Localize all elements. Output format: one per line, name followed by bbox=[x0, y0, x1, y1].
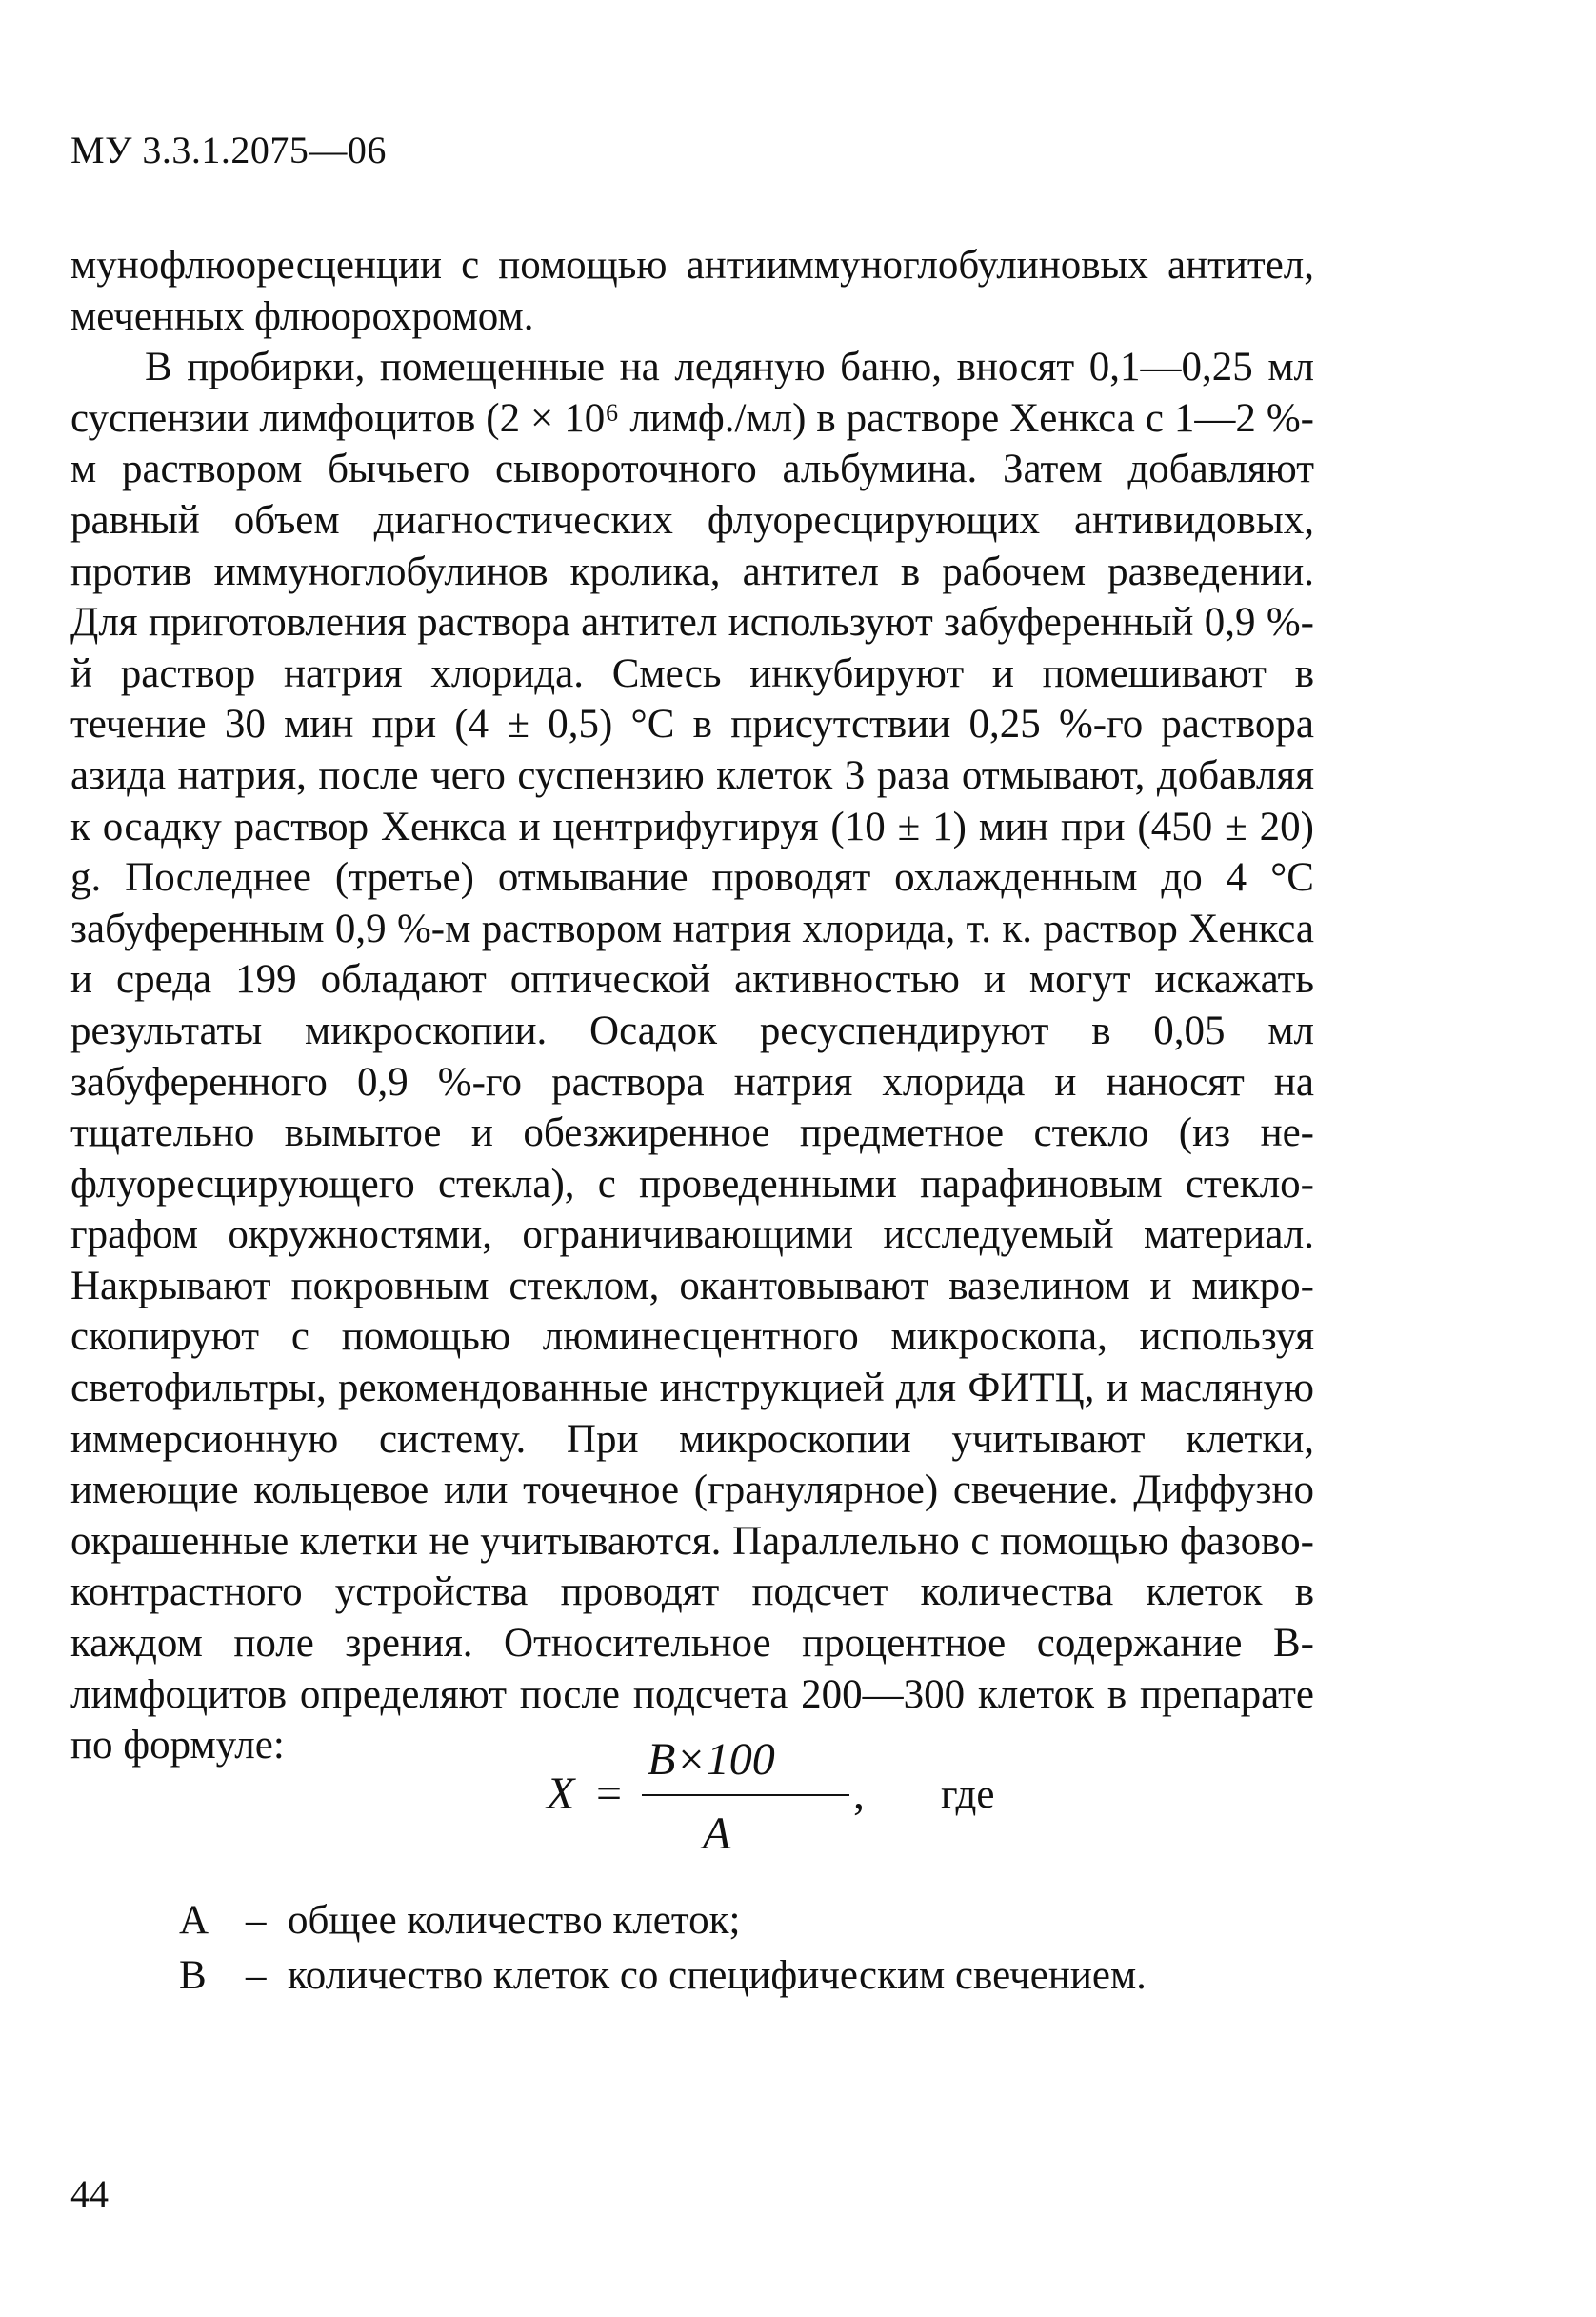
legend-dash: – bbox=[246, 1898, 267, 1943]
page-number: 44 bbox=[70, 2172, 109, 2215]
formula-lhs: X bbox=[547, 1768, 575, 1819]
legend-row bbox=[179, 1948, 1147, 2004]
formula-denominator: A bbox=[703, 1808, 731, 1859]
legend-text: количество клеток со специфическим свечением. bbox=[288, 1953, 1147, 1998]
formula-comma: , bbox=[853, 1768, 865, 1819]
legend-symbol: А bbox=[179, 1898, 209, 1943]
paragraph-main: В пробирки, помещенные на ледяную баню, вносят 0,1—0,25 мл суспензии лимфоцитов (2 × 10⁶ лимф./мл) в растворе Хенкса с 1—2 %-м раствором бычьего сывороточного альбумина. Затем добавляют равный объем диагностических флуоресцирующих антивидовых, против иммуноглобулинов кролика, антител в рабочем разведении. Для приготовления раствора антител используют забуференный 0,9 %-й раствор натрия хлорида. Смесь инкубируют и помешивают в течение 30 мин при (4 ± 0,5) °С в присутствии 0,25 %-го раствора азида натрия, после чего суспензию клеток 3 раза отмывают, добавляя к осадку раствор Хенкса и центрифугируя (10 ± 1) мин при (450 ± 20) g. Последнее (третье) отмывание проводят охлажденным до 4 °С забуференным 0,9 %-м раствором натрия хлорида, т. к. раствор Хенкса и среда 199 обладают оптической активностью и могут искажать результаты микроскопии. Осадок ресуспендируют в 0,05 мл забуференного 0,9 %-го раствора натрия хлорида и наносят на тщательно вымытое и обезжиренное предметное стекло (из нефлуоресцирующего стекла), с проведенными парафиновым стеклографом окружностями, ограничивающими исследуемый материал. Накрывают покровным стеклом, окантовывают вазелином и микроскопируют с помощью люминесцентного микроскопа, используя светофильтры, рекомендованные инструкцией для ФИТЦ, и масляную иммерсионную систему. При микроскопии учитывают клетки, имеющие кольцевое или точечное (гранулярное) свечение. Диффузно окрашенные клетки не учитываются. Параллельно с помощью фазово-контрастного устройства проводят подсчет количества клеток в каждом поле зрения. Относительное процентное содержание В-лимфоцитов определяют после подсчета 200—300 клеток в препарате по формуле: bbox=[70, 345, 1314, 1768]
formula bbox=[543, 1733, 1076, 1876]
body-text bbox=[70, 240, 1314, 1771]
formula-legend bbox=[179, 1893, 1147, 2004]
formula-where: где bbox=[941, 1772, 995, 1817]
legend-dash: – bbox=[246, 1953, 267, 1998]
legend-text: общее количество клеток; bbox=[288, 1898, 741, 1943]
fraction-bar bbox=[642, 1794, 849, 1796]
formula-numerator: B×100 bbox=[648, 1734, 775, 1785]
document-header: МУ 3.3.1.2075—06 bbox=[70, 129, 387, 171]
legend-row bbox=[179, 1893, 1147, 1948]
paragraph-continuation: мунофлюоресценции с помощью антииммуноглобулиновых антител, меченных флюорохромом. bbox=[70, 243, 1314, 339]
legend-symbol: В bbox=[179, 1953, 207, 1998]
formula-equals: = bbox=[596, 1768, 623, 1819]
